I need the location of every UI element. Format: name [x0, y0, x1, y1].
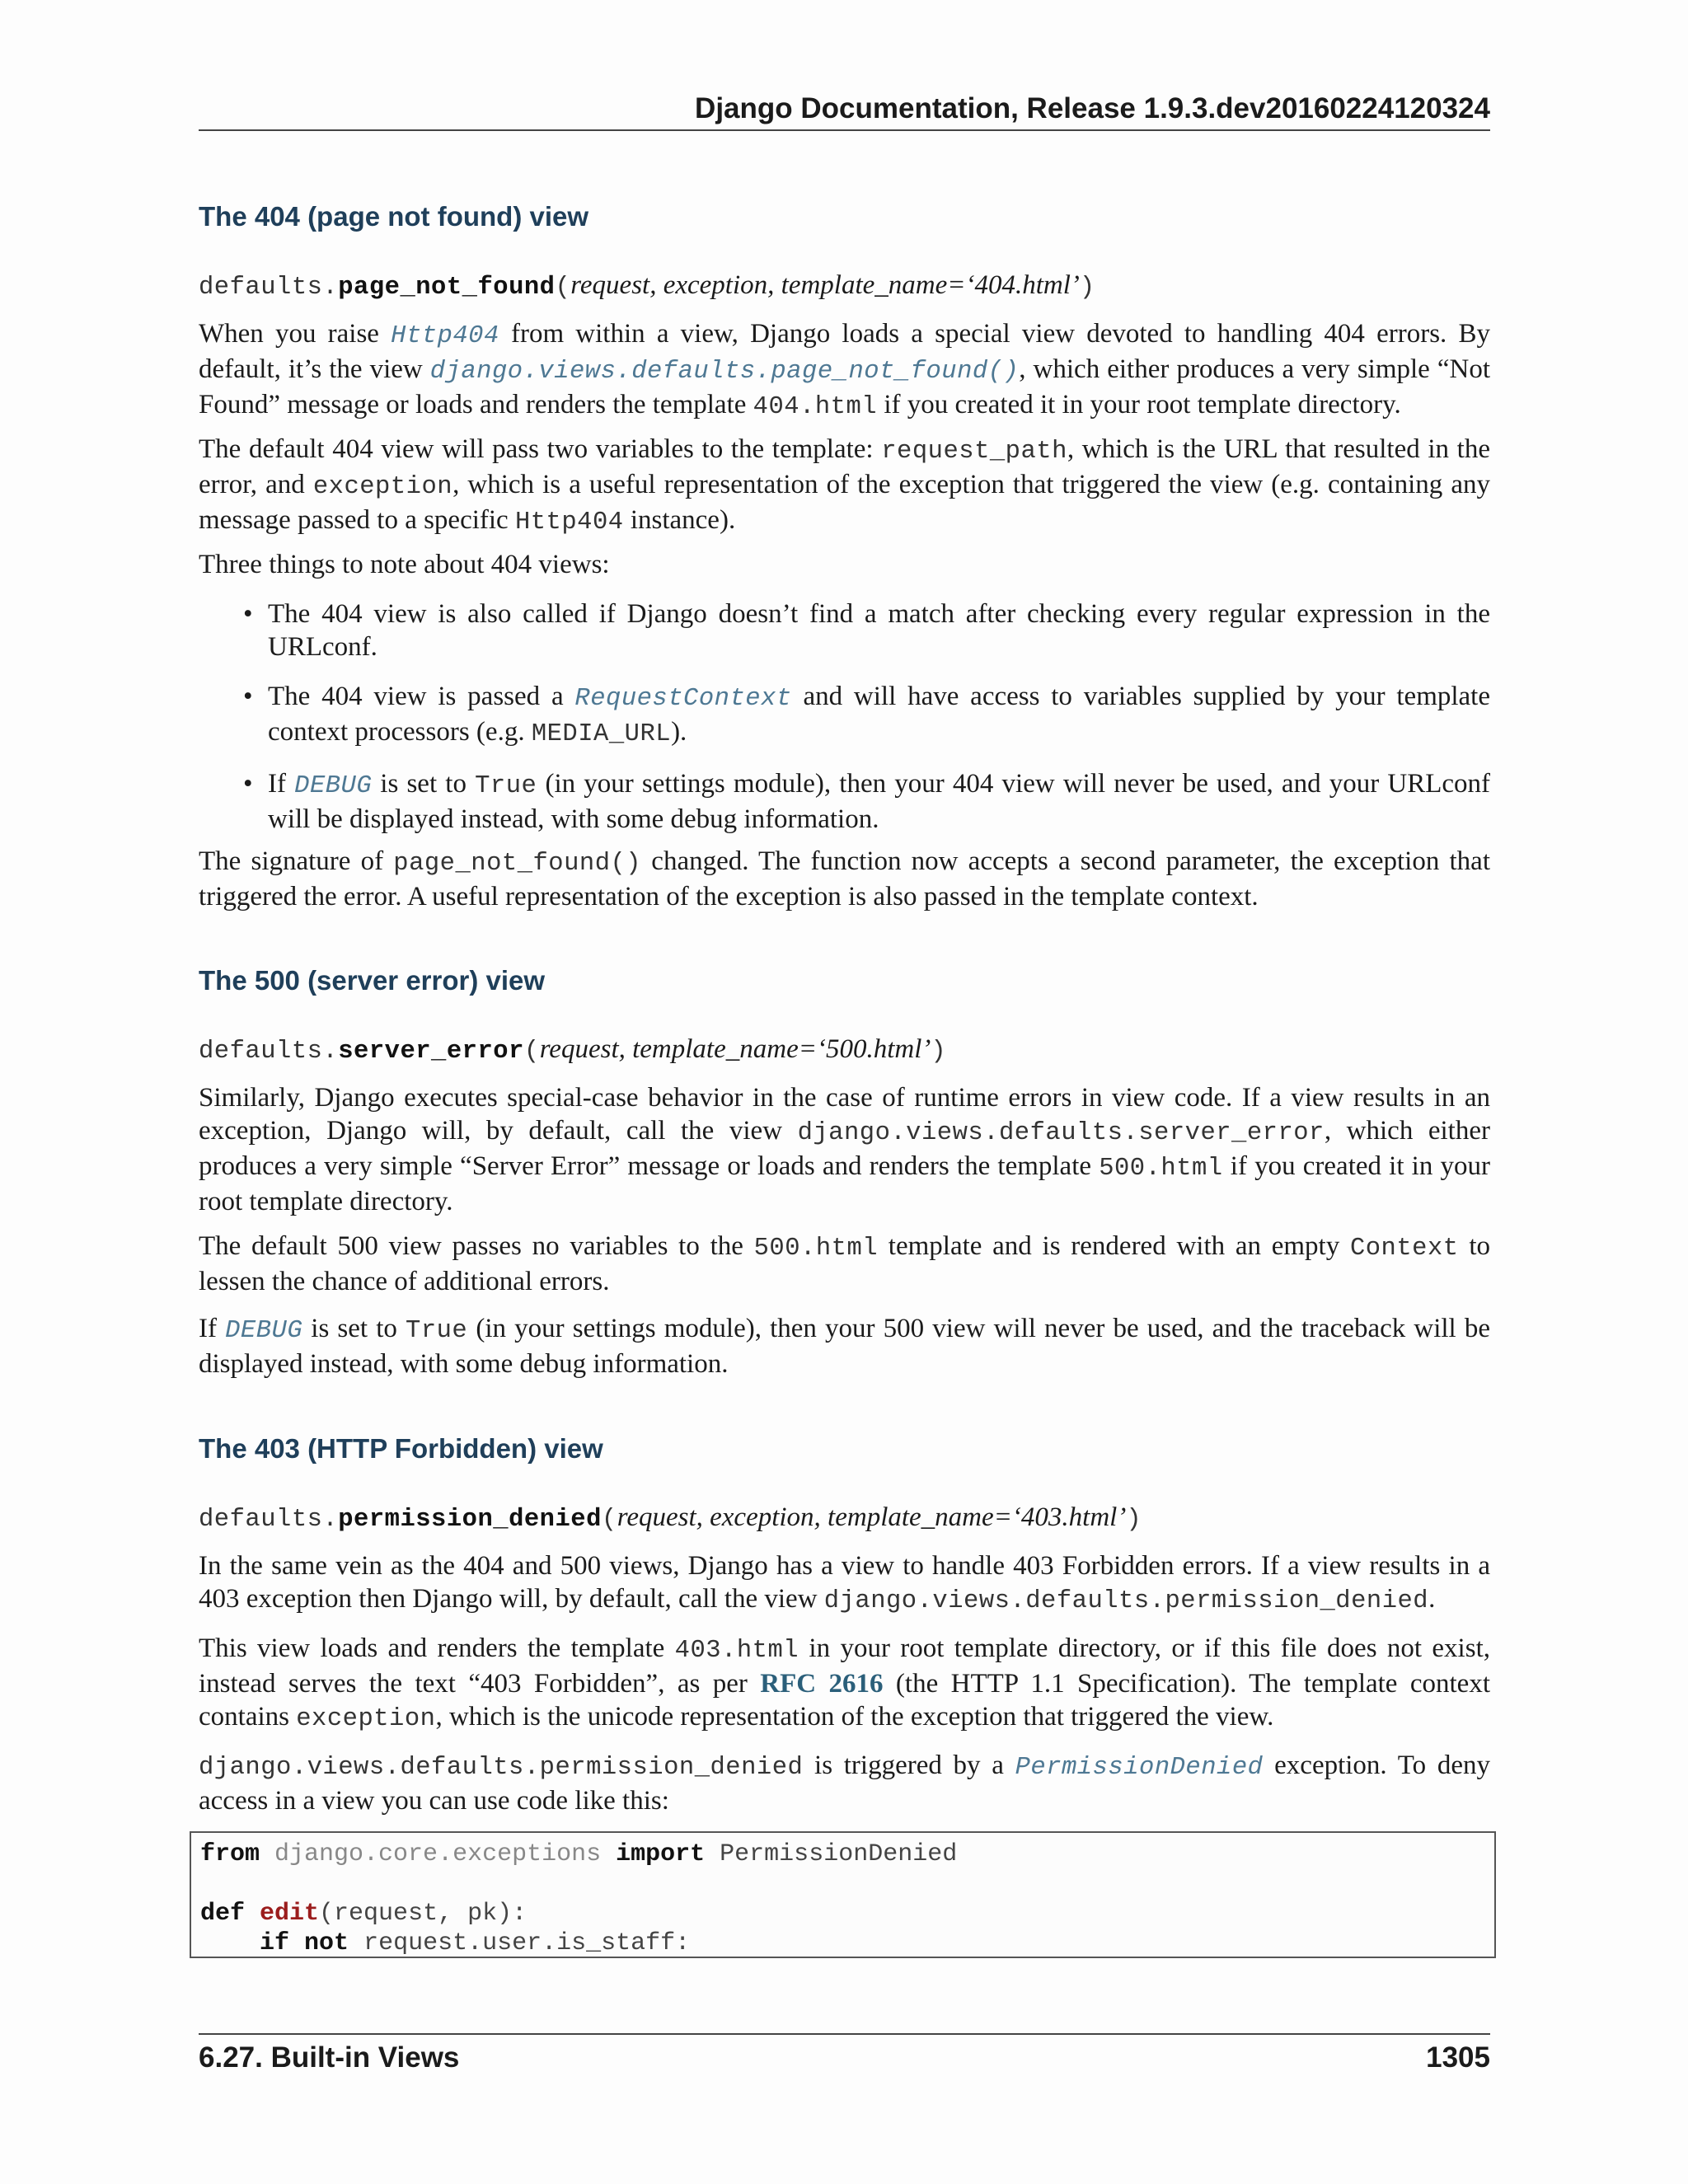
page-number: 1305: [1426, 2041, 1490, 2074]
paragraph-403-intro: In the same vein as the 404 and 500 views, Django has a view to handle 403 Forbidden errors. If a view results in a 403 exception then Django will, by default, call the view django.views.defaults.permission_denied.: [199, 1551, 1490, 1615]
heading-404-view: The 404 (page not found) view: [199, 201, 589, 232]
paragraph-500-intro: Similarly, Django executes special-case behavior in the case of runtime errors in view code. If a view results in an exception, Django will, by default, call the view django.views.defaults.server_error, which either produces a very simple “Server Error” message or loads and renders the template 500.html if you created it in your root template directory.: [199, 1083, 1490, 1216]
heading-500-view: The 500 (server error) view: [199, 965, 546, 996]
heading-403-view: The 403 (HTTP Forbidden) view: [199, 1433, 603, 1464]
paragraph-403-trigger: django.views.defaults.permission_denied is triggered by a PermissionDenied exception. To deny access in a view you can use code like this:: [199, 1750, 1490, 1816]
paragraph-404-variables: The default 404 view will pass two variables to the template: request_path, which is the URL that resulted in the error, and exception, which is a useful representation of the exception that triggered the view (e.g. containing any message passed to a specific Http404 instance).: [199, 434, 1490, 537]
paragraph-500-debug: If DEBUG is set to True (in your settings module), then your 500 view will never be used, and the traceback will be displayed instead, with some debug information.: [199, 1314, 1490, 1379]
bullet-icon: •: [243, 769, 253, 799]
list-item: • The 404 view is also called if Django doesn’t find a match after checking every regular expression in the URLconf.: [243, 599, 1490, 662]
list-item: • The 404 view is passed a RequestContext and will have access to variables supplied by your template context processors (e.g. MEDIA_URL).: [243, 682, 1490, 748]
bullet-icon: •: [243, 599, 253, 629]
bullet-icon: •: [243, 682, 253, 711]
signature-page-not-found: defaults.page_not_found(request, exception, template_name=‘404.html’): [199, 270, 1095, 302]
link-permissiondenied[interactable]: PermissionDenied: [1015, 1754, 1264, 1782]
list-item: • If DEBUG is set to True (in your settings module), then your 404 view will never be used, and your URLconf will be displayed instead, with some debug information.: [243, 769, 1490, 834]
paragraph-403-template: This view loads and renders the template 403.html in your root template directory, or if this file does not exist, instead serves the text “403 Forbidden”, as per RFC 2616 (the HTTP 1.1 Specification). The template context contains exception, which is the unicode representation of the exception that triggered the view.: [199, 1633, 1490, 1733]
link-rfc-2616[interactable]: RFC 2616: [760, 1669, 884, 1699]
signature-server-error: defaults.server_error(request, template_name=‘500.html’): [199, 1034, 947, 1066]
paragraph-404-signature-change: The signature of page_not_found() changed. The function now accepts a second parameter, the exception that triggered the error. A useful representation of the exception is also passed in the template context.: [199, 846, 1490, 912]
code-listing: from django.core.exceptions import PermissionDenied def edit(request, pk): if not request.user.is_staff:: [200, 1840, 958, 1957]
link-debug[interactable]: DEBUG: [225, 1317, 303, 1345]
function-name: permission_denied: [338, 1506, 602, 1534]
link-page-not-found[interactable]: django.views.defaults.page_not_found(): [429, 358, 1020, 386]
link-requestcontext[interactable]: RequestContext: [574, 685, 792, 713]
link-http404[interactable]: Http404: [391, 322, 499, 350]
header-rule: [199, 129, 1490, 131]
signature-permission-denied: defaults.permission_denied(request, exception, template_name=‘403.html’): [199, 1502, 1142, 1534]
footer-section-title: 6.27. Built-in Views: [199, 2041, 460, 2074]
code-block: [190, 1831, 1496, 1958]
function-name: page_not_found: [338, 274, 556, 302]
running-header: Django Documentation, Release 1.9.3.dev20160224120324: [695, 92, 1490, 124]
paragraph-404-intro: When you raise Http404 from within a view, Django loads a special view devoted to handling 404 errors. By default, it’s the view django.views.defaults.page_not_found(), which either produces a very simple “Not Found” message or loads and renders the template 404.html if you created it in your root template directory.: [199, 319, 1491, 421]
link-debug[interactable]: DEBUG: [294, 772, 373, 800]
footer-rule: [199, 2033, 1490, 2035]
paragraph-500-variables: The default 500 view passes no variables to the 500.html template and is rendered with an empty Context to lessen the chance of additional errors.: [199, 1231, 1490, 1296]
notes-list: [199, 598, 1490, 852]
function-name: server_error: [338, 1038, 524, 1066]
paragraph-404-notes-intro: Three things to note about 404 views:: [199, 550, 610, 579]
